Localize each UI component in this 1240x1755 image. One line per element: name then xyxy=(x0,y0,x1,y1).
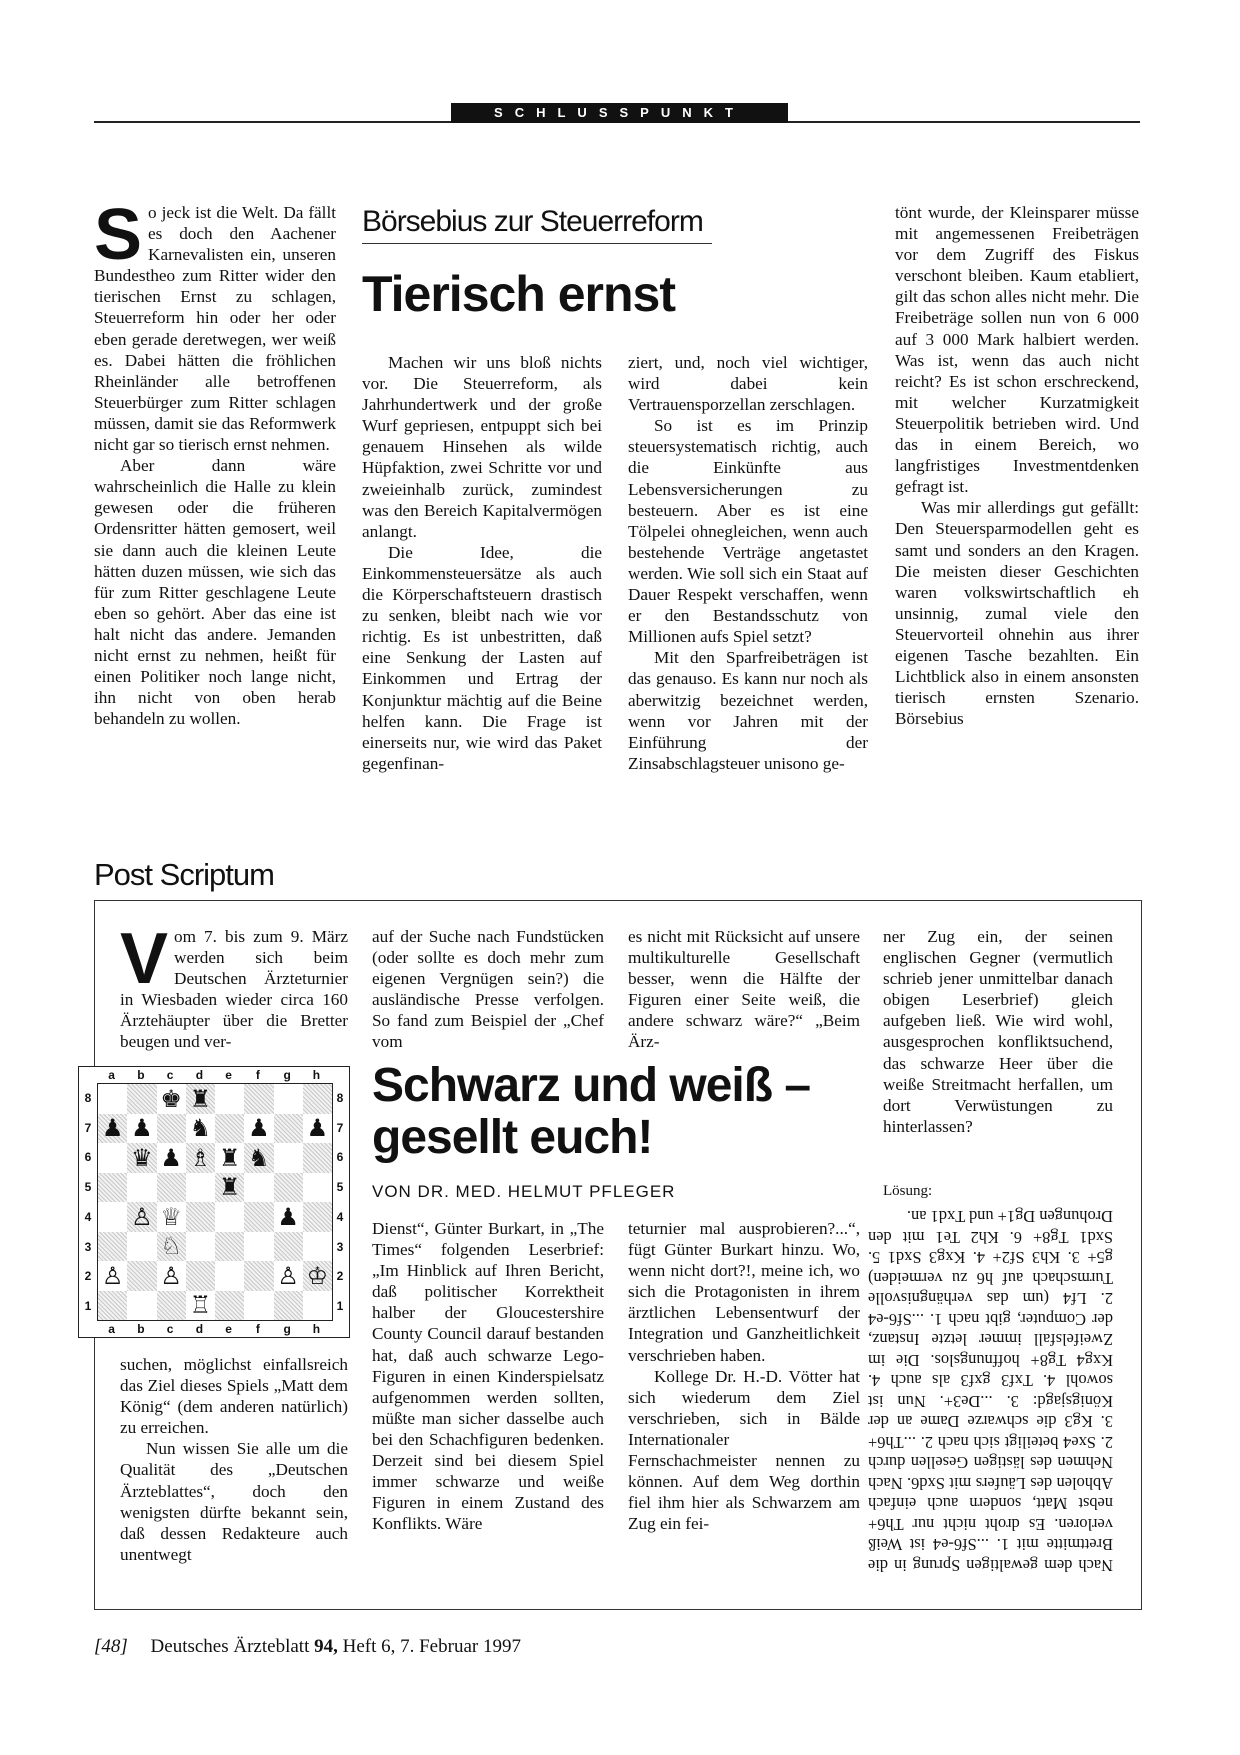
chess-piece: ♟ xyxy=(277,1202,299,1231)
chess-piece: ♟ xyxy=(101,1114,124,1143)
board-square xyxy=(157,1202,186,1232)
rank-label: 6 xyxy=(336,1150,344,1165)
rank-label: 6 xyxy=(84,1150,92,1165)
chess-piece: ♙ xyxy=(101,1261,124,1290)
board-square xyxy=(274,1114,303,1144)
rank-label: 1 xyxy=(84,1299,92,1314)
ps-byline: VON DR. MED. HELMUT PFLEGER xyxy=(372,1182,676,1201)
board-square xyxy=(303,1143,332,1173)
chess-piece: ♔ xyxy=(306,1261,329,1290)
paragraph: tönt wurde, der Kleinsparer müsse mit angemessenen Freibeträgen vor dem Zugriff des Fiskus verschont bleiben. Kaum etabliert, gilt das schon alles nicht mehr. Die Freibeträge sollen nun von 6 000 auf 3 000 Mark halbiert werden. Was ist, wenn das auch nicht reicht? Es ist schon erschreckend, mit welcher Kurzatmigkeit Steuerpolitik betrieben wird. Und das in einem Bereich, wo langfristiges Investmentdenken gefragt ist. xyxy=(895,203,1139,497)
article1-column-2 xyxy=(362,352,602,774)
file-label: a xyxy=(108,1322,115,1336)
board-square xyxy=(215,1143,244,1173)
paragraph: ner Zug ein, der seinen englischen Gegner (vermutlich schrieb jener unmittelbar danach obigen Leserbrief) gleich aufgeben ließ. Wie wird wohl, ausgesprochen konfliktsuchend, das schwarze Heer über die weiße Streitmacht herfallen, um dort Verwüstungen zu hinterlassen? xyxy=(883,927,1113,1136)
board-square xyxy=(244,1202,273,1232)
ps-column-2-top xyxy=(372,926,604,1053)
file-label: h xyxy=(312,1322,321,1336)
solution-text-upside-down: Nach dem gewaltigen Sprung in die Brettmitte mit 1. ...Sf6-e4 ist Weiß verloren. Es droht nicht nur Th6+ nebst Matt, sondern auch einfach Abholen des Läufers mit Sxd6. Nach Nehmen des lästigen Gesellen durch 2. Sxe4 beteiligt sich nach 2. ...Th6+ 3. Kg3 die schwarze Dame an der Königsjagd: 3. ...De3+. Nun ist sowohl 4. Txf3 gxf3 als auch 4. Kxg4 Tg8+ hoffnungslos. Die im Zweifelsfall immer letzte Instanz, der Computer, gibt nach 1. ...Sf6-e4 2. Lf4 (um das verhängnisvolle Turmschach auf h6 zu vermeiden) g5+ 3. Kh3 Sf2+ 4. Kxg3 Sxd1 5. Sxd1 Tg8+ 6. Kh2 Te1 mit den Drohungen Dg1+ und Txd1 an. xyxy=(868,1207,1113,1575)
rank-label: 3 xyxy=(84,1239,92,1254)
board-square xyxy=(98,1202,127,1232)
chess-piece: ♙ xyxy=(160,1261,182,1290)
board-square xyxy=(98,1084,127,1114)
board-square xyxy=(157,1143,186,1173)
board-square xyxy=(215,1114,244,1144)
board-square xyxy=(244,1173,273,1203)
rank-label: 3 xyxy=(336,1239,344,1254)
file-label: f xyxy=(255,1322,260,1336)
board-square xyxy=(303,1114,332,1144)
journal-name: Deutsches Ärzteblatt xyxy=(150,1636,310,1657)
file-label: e xyxy=(225,1068,232,1082)
ps-column-1-top xyxy=(120,919,348,1053)
ps-title: Post Scriptum xyxy=(94,857,274,892)
chess-piece: ♜ xyxy=(189,1084,212,1113)
board-square xyxy=(186,1084,215,1114)
board-square xyxy=(127,1084,156,1114)
file-label: d xyxy=(195,1322,204,1336)
file-label: h xyxy=(312,1068,321,1082)
paragraph: om 7. bis zum 9. März werden sich beim Deutschen Ärzteturnier in Wiesbaden wieder circa 160 Ärztehäupter über die Bretter beugen und ver- xyxy=(120,927,348,1052)
chess-piece: ♟ xyxy=(160,1143,182,1172)
chess-piece: ♜ xyxy=(218,1143,241,1172)
chess-piece: ♜ xyxy=(218,1173,241,1202)
ps-column-2-bottom xyxy=(372,1218,604,1534)
file-labels-bottom xyxy=(97,1322,331,1336)
paragraph: es nicht mit Rücksicht auf unsere multikulturelle Gesellschaft besser, wenn die Hälfte der Figuren einer Seite weiß, die andere schwarz wäre?“ „Beim Ärz- xyxy=(628,927,860,1052)
chess-piece: ♛ xyxy=(131,1143,153,1172)
file-label: e xyxy=(225,1322,232,1336)
paragraph: Kollege Dr. H.-D. Vötter hat sich wiederum dem Ziel verschrieben, sich in Bälde Internationaler Fernschachmeister nennen zu können. Auf dem Weg dorthin fiel ihm hier als Schwarzem am Zug ein fei- xyxy=(628,1366,860,1534)
board-square xyxy=(215,1232,244,1262)
board-square xyxy=(186,1232,215,1262)
board-square xyxy=(244,1291,273,1321)
file-label: f xyxy=(255,1068,260,1082)
article1-column-1 xyxy=(94,195,336,729)
chess-piece: ♞ xyxy=(189,1114,212,1143)
board-square xyxy=(303,1173,332,1203)
board-square xyxy=(127,1143,156,1173)
file-labels-top xyxy=(97,1068,331,1082)
paragraph: Was mir allerdings gut gefällt: Den Steuersparmodellen geht es samt und sonders an den Kragen. Die meisten dieser Geschichten waren volkswirtschaftlich eh unsinnig, zumal viele den Steuervorteil ohnehin aus ihrer eigenen Tasche bezahlten. Ein Lichtblick also in einem ansonsten tierisch ernsten Szenario. Börsebius xyxy=(895,498,1139,729)
board-square xyxy=(127,1232,156,1262)
board-square xyxy=(127,1202,156,1232)
rank-label: 1 xyxy=(336,1299,344,1314)
board-square xyxy=(157,1114,186,1144)
article1-kicker: Börsebius zur Steuerreform xyxy=(362,205,712,244)
chess-piece: ♕ xyxy=(160,1202,182,1231)
board-square xyxy=(127,1291,156,1321)
article1-headline: Tierisch ernst xyxy=(362,266,676,322)
chess-piece: ♗ xyxy=(189,1143,212,1172)
board-square xyxy=(303,1202,332,1232)
board-square xyxy=(215,1261,244,1291)
chess-piece: ♟ xyxy=(306,1114,329,1143)
board-square xyxy=(127,1114,156,1144)
paragraph: auf der Suche nach Fundstücken (oder sollte es doch mehr zum eigenen Vergnügen sein?) die ausländische Presse verfolgen. So fand zum Beispiel der „Chef vom xyxy=(372,927,604,1052)
rank-label: 5 xyxy=(84,1180,92,1195)
board-square xyxy=(274,1261,303,1291)
paragraph: suchen, möglichst einfallsreich das Ziel dieses Spiels „Matt dem König“ (dem anderen natürlich) zu erreichen. xyxy=(120,1355,348,1438)
chess-diagram xyxy=(78,1066,350,1338)
board-square xyxy=(244,1261,273,1291)
board-square xyxy=(215,1291,244,1321)
file-label: c xyxy=(166,1322,174,1336)
board-square xyxy=(157,1261,186,1291)
paragraph: Die Idee, die Einkommensteuersätze als auch die Körperschaftsteuern drastisch zu senken, bleibt nach wie vor richtig. Es ist unbestritten, daß eine Senkung der Lasten auf Einkommen und Ertrag der Konjunktur mächtig auf die Beine helfen kann. Die Frage ist einerseits nur, wie wird das Paket gegenfinan- xyxy=(362,542,602,773)
board-square xyxy=(127,1261,156,1291)
rank-label: 5 xyxy=(336,1180,344,1195)
chess-piece: ♟ xyxy=(131,1114,153,1143)
file-label: b xyxy=(137,1068,145,1082)
rank-label: 4 xyxy=(336,1209,344,1224)
board-square xyxy=(303,1232,332,1262)
ps-column-4 xyxy=(883,926,1113,1137)
article1-column-3 xyxy=(628,352,868,774)
board-square xyxy=(186,1202,215,1232)
board-square xyxy=(303,1084,332,1114)
board-square xyxy=(274,1143,303,1173)
board-square xyxy=(303,1291,332,1321)
board-square xyxy=(157,1232,186,1262)
board-square xyxy=(98,1232,127,1262)
board-square xyxy=(215,1202,244,1232)
file-label: g xyxy=(283,1322,291,1336)
paragraph: ziert, und, noch viel wichtiger, wird dabei kein Vertrauensporzellan zerschlagen. xyxy=(628,353,868,415)
chess-piece: ♙ xyxy=(131,1202,153,1231)
board-square xyxy=(244,1232,273,1262)
chess-piece: ♘ xyxy=(160,1232,182,1261)
board-square xyxy=(186,1114,215,1144)
rank-labels-left xyxy=(80,1083,96,1321)
article1-column-4 xyxy=(895,202,1139,729)
chess-piece: ♖ xyxy=(189,1291,212,1320)
board-square xyxy=(186,1291,215,1321)
rank-labels-right xyxy=(332,1083,348,1321)
board-square xyxy=(215,1084,244,1114)
ps-column-1-bottom xyxy=(120,1354,348,1565)
rank-label: 7 xyxy=(336,1120,344,1135)
paragraph: teturnier mal ausprobieren?...“, fügt Günter Burkart hinzu. Wo, wenn nicht dort?!, meine ich, wo sich die Protagonisten in ihrem ärztlichen Lebensentwurf der Integration und Ganzheitlichkeit verschrieben haben. xyxy=(628,1219,860,1365)
rank-label: 8 xyxy=(336,1090,344,1105)
rank-label: 2 xyxy=(336,1269,344,1284)
board-square xyxy=(98,1291,127,1321)
chess-piece: ♙ xyxy=(277,1261,299,1290)
page-number: [48] xyxy=(94,1636,128,1657)
ps-column-3-bottom xyxy=(628,1218,860,1534)
section-label: SCHLUSSPUNKT xyxy=(451,103,788,123)
board-square xyxy=(186,1261,215,1291)
paragraph: Dienst“, Günter Burkart, in „The Times“ folgenden Leserbrief: „Im Hinblick auf Ihren Bericht, daß politischer Korrektheit halber der Gloucestershire County Council darauf bestanden hat, daß auch schwarze Lego-Figuren in einen Kinderspielsatz aufgenommen werden sollten, müßte man sicher dasselbe auch bei den Schachfiguren bedenken. Derzeit sind bei diesem Spiel immer schwarze und weiße Figuren in einem Zustand des Konflikts. Wäre xyxy=(372,1219,604,1534)
file-label: g xyxy=(283,1068,291,1082)
board-square xyxy=(157,1173,186,1203)
board-square xyxy=(98,1114,127,1144)
board-square xyxy=(127,1173,156,1203)
ps-headline: Schwarz und weiß – gesellt euch! xyxy=(372,1059,811,1164)
chess-piece: ♞ xyxy=(248,1143,270,1172)
board-square xyxy=(215,1173,244,1203)
board-square xyxy=(274,1291,303,1321)
board-square xyxy=(274,1202,303,1232)
file-label: d xyxy=(195,1068,204,1082)
board-square xyxy=(186,1143,215,1173)
paragraph: Machen wir uns bloß nichts vor. Die Steuerreform, als Jahrhundertwerk und der große Wurf gepriesen, entpuppt sich bei genauem Hinsehen als wilde Hüpfaktion, zwei Schritte vor und zweieinhalb zurück, zumindest was den Bereich Kapitalvermögen anlangt. xyxy=(362,353,602,541)
journal-issue: Heft 6, 7. Februar 1997 xyxy=(342,1636,521,1657)
board-square xyxy=(244,1143,273,1173)
board-square xyxy=(274,1173,303,1203)
rank-label: 8 xyxy=(84,1090,92,1105)
board-square xyxy=(157,1084,186,1114)
rank-label: 4 xyxy=(84,1209,92,1224)
paragraph: Nun wissen Sie alle um die Qualität des „Deutschen Ärzteblattes“, doch den wenigsten dürfte bekannt sein, daß dessen Redakteure auch unentwegt xyxy=(120,1439,348,1564)
chess-piece: ♚ xyxy=(160,1084,182,1113)
paragraph: So ist es im Prinzip steuersystematisch richtig, auch die Einkünfte aus Lebensversicherungen zu besteuern. Aber es ist eine Tölpelei ohnegleichen, wenn auch bestehende Verträge angetastet werden. Wie soll sich ein Staat auf Dauer Respekt verschaffen, wenn er den Bestandsschutz von Millionen aufs Spiel setzt? xyxy=(628,416,868,647)
file-label: a xyxy=(108,1068,115,1082)
chess-board-grid xyxy=(97,1083,333,1321)
page-footer xyxy=(94,1636,521,1658)
rank-label: 7 xyxy=(84,1120,92,1135)
file-label: b xyxy=(137,1322,145,1336)
chess-piece: ♟ xyxy=(248,1114,270,1143)
board-square xyxy=(98,1173,127,1203)
file-label: c xyxy=(166,1068,174,1082)
ps-column-3-top xyxy=(628,926,860,1053)
paragraph: o jeck ist die Welt. Da fällt es doch den Aachener Karnevalisten ein, unseren Bundestheo zum Ritter wider den tierischen Ernst zu schlagen, Steuerreform hin oder her oder eben gerade deretwegen, wer weiß es. Dabei hätten die fröhlichen Rheinländer alle betroffenen Steuerbürger zum Ritter schlagen müssen, damit sie das Reformwerk nicht gar so tierisch ernst nehmen. xyxy=(94,203,336,455)
paragraph: Aber dann wäre wahrscheinlich die Halle zu klein gewesen oder die früheren Ordensritter hätten gemosert, weil sie dann auch die kleinen Leute hätten duzen müssen, wie sich das für zum Ritter geschlagene Leute eben so gehört. Aber das eine ist halt nicht das andere. Jemanden nicht ernst zu nehmen, heißt für einen Politiker noch lange nicht, ihn nicht von oben herab behandeln zu wollen. xyxy=(94,456,336,729)
dropcap: S xyxy=(94,195,143,275)
board-square xyxy=(98,1261,127,1291)
board-square xyxy=(244,1084,273,1114)
board-square xyxy=(98,1143,127,1173)
board-square xyxy=(274,1084,303,1114)
solution-heading: Lösung: xyxy=(883,1183,933,1199)
dropcap: V xyxy=(120,919,169,999)
board-square xyxy=(186,1173,215,1203)
board-square xyxy=(274,1232,303,1262)
board-square xyxy=(157,1291,186,1321)
journal-volume: 94, xyxy=(314,1636,338,1657)
rank-label: 2 xyxy=(84,1269,92,1284)
board-square xyxy=(244,1114,273,1144)
paragraph: Mit den Sparfreibeträgen ist das genauso. Es kann nur noch als aberwitzig bezeichnet werden, wenn vor Jahren mit der Einführung der Zinsabschlagsteuer unisono ge- xyxy=(628,648,868,773)
board-square xyxy=(303,1261,332,1291)
